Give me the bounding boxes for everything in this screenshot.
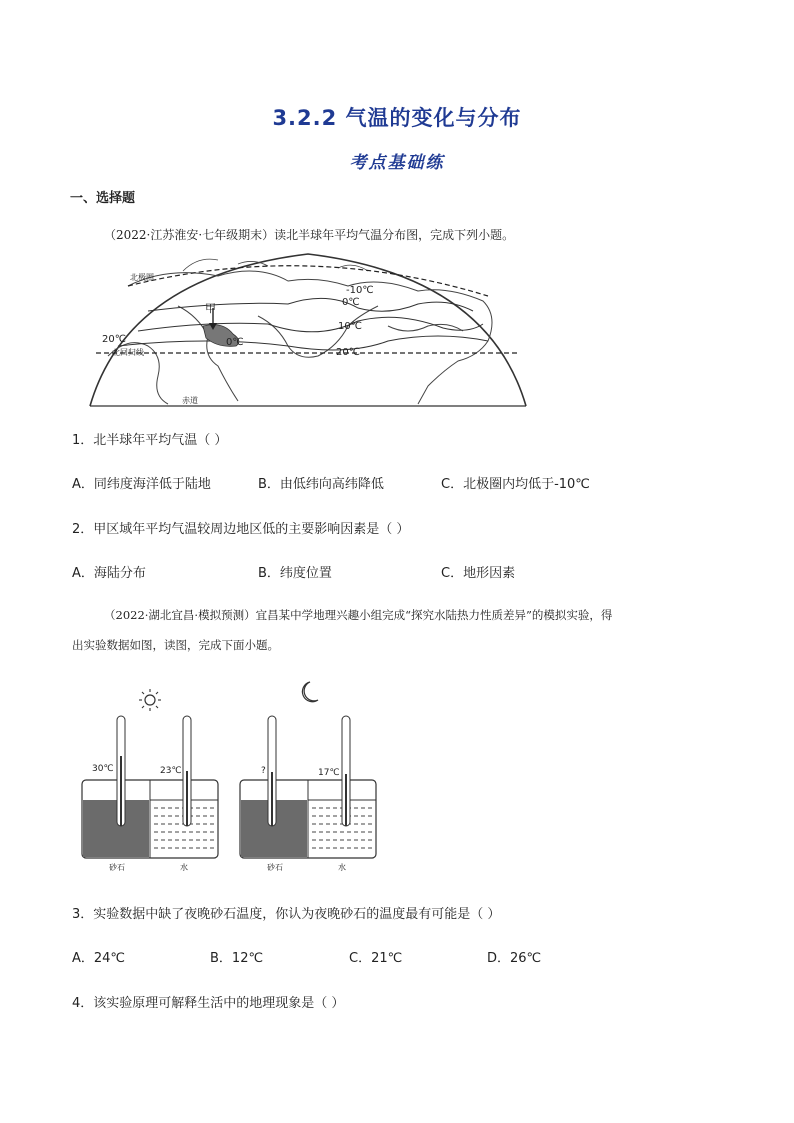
night-sand-label: 砂石	[267, 863, 283, 872]
experiment-diagram	[78, 676, 408, 876]
moon-icon	[302, 682, 318, 702]
page-title: 3.2.2 气温的变化与分布	[272, 106, 522, 130]
night-sand-temp: ?	[261, 766, 266, 776]
day-water-label: 水	[180, 863, 188, 872]
day-sand-temp: 30℃	[92, 764, 114, 774]
map-label-equator: 赤道	[182, 396, 198, 405]
intro-2-line2: 出实验数据如图，读图，完成下面小题。	[72, 638, 279, 652]
map-label-arctic: 北极圈	[130, 273, 154, 282]
q3-option-d: D．26℃	[487, 951, 542, 966]
day-water-temp: 23℃	[160, 766, 182, 776]
night-water-label: 水	[338, 863, 346, 872]
q2-option-c: C．地形因素	[441, 566, 516, 581]
q1-stem: 1．北半球年平均气温（ ）	[72, 433, 228, 448]
q1-option-a: A．同纬度海洋低于陆地	[72, 477, 211, 492]
intro-1: （2022·江苏淮安·七年级期末）读北半球年平均气温分布图，完成下列小题。	[104, 228, 515, 242]
map-label-iso-20a: 20℃	[336, 347, 360, 358]
q2-option-b: B．纬度位置	[258, 566, 332, 581]
q1-option-c: C．北极圈内均低于-10℃	[441, 477, 590, 492]
temperature-map	[88, 246, 528, 408]
map-label-iso-0b: 0℃	[226, 337, 244, 348]
map-label-iso-10: 10℃	[338, 321, 362, 332]
map-label-iso-0a: 0℃	[342, 297, 360, 308]
q2-stem: 2．甲区域年平均气温较周边地区低的主要影响因素是（ ）	[72, 522, 410, 537]
q3-option-c: C．21℃	[349, 951, 403, 966]
map-label-jia: 甲	[205, 302, 216, 315]
q2-option-a: A．海陆分布	[72, 566, 146, 581]
q3-option-a: A．24℃	[72, 951, 126, 966]
day-sand-label: 砂石	[109, 863, 125, 872]
intro-2-line1: （2022·湖北宜昌·模拟预测）宜昌某中学地理兴趣小组完成“探究水陆热力性质差异”的模拟实验，得	[104, 608, 613, 622]
map-label-iso-minus10: -10℃	[346, 285, 374, 296]
map-label-iso-20b: 20℃	[102, 334, 126, 345]
sun-icon	[139, 689, 161, 711]
q3-option-b: B．12℃	[210, 951, 264, 966]
q4-stem: 4．该实验原理可解释生活中的地理现象是（ ）	[72, 996, 345, 1011]
page-subtitle: 考点基础练	[349, 153, 445, 173]
q3-stem: 3．实验数据中缺了夜晚砂石温度，你认为夜晚砂石的温度最有可能是（ ）	[72, 907, 501, 922]
section-heading: 一、选择题	[70, 191, 136, 206]
q1-option-b: B．由低纬向高纬降低	[258, 477, 384, 492]
map-label-tropic: 北回归线	[112, 348, 144, 357]
night-water-temp: 17℃	[318, 768, 340, 778]
